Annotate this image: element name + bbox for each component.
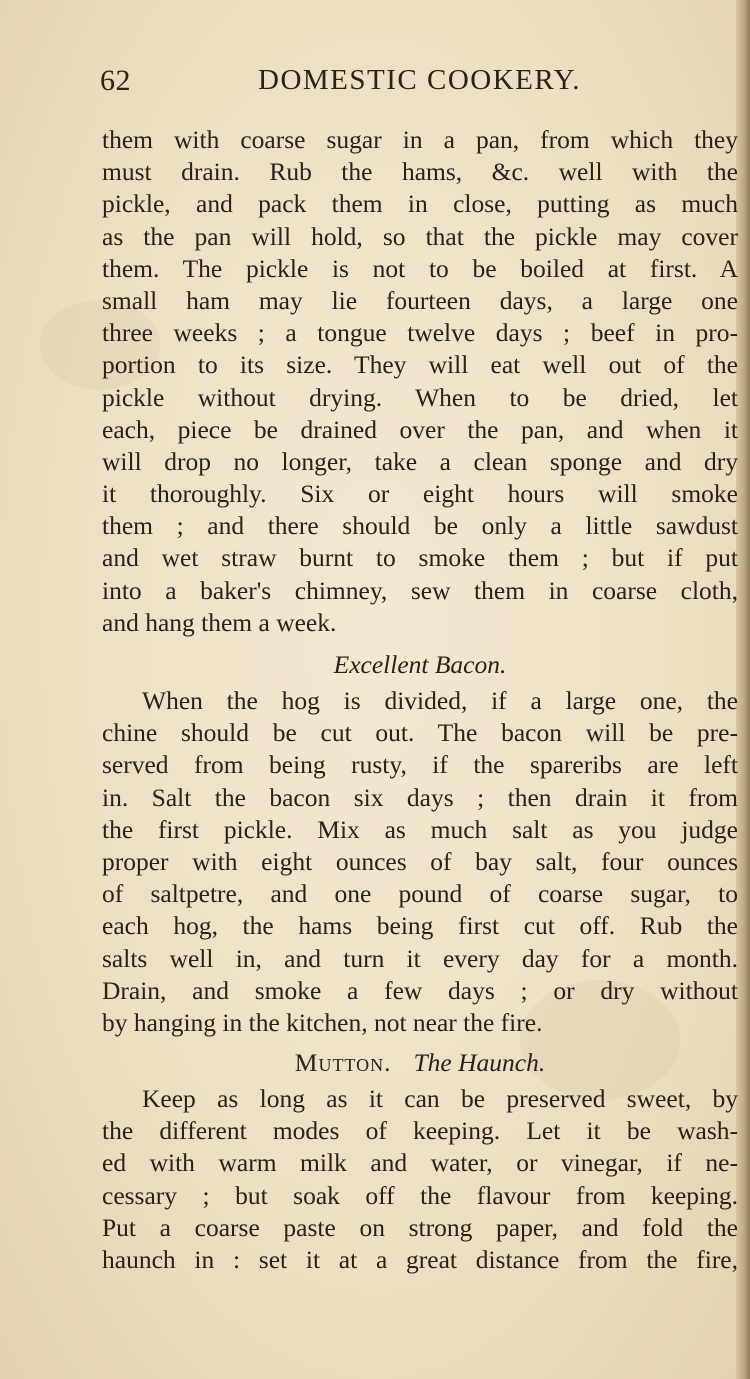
text-line: cessary ; but soak off the flavour from keeping. [102, 1180, 738, 1210]
section-heading-sub: The Haunch. [413, 1048, 546, 1078]
text-line: small ham may lie fourteen days, a large one [102, 285, 738, 315]
text-line: chine should be cut out. The bacon will be pre- [102, 718, 738, 748]
text-line: Keep as long as it can be preserved sweet, by [142, 1084, 738, 1114]
paragraph-mutton-haunch [102, 1083, 738, 1276]
text-line: salts well in, and turn it every day for a month. [102, 943, 738, 973]
text-line: by hanging in the kitchen, not near the fire. [102, 1007, 543, 1037]
text-line: When the hog is divided, if a large one, the [142, 686, 738, 715]
text-line: must drain. Rub the hams, &c. well with the [102, 157, 738, 187]
text-line: of saltpetre, and one pound of coarse sugar, to [102, 879, 738, 909]
text-line: in. Salt the bacon six days ; then drain it from [102, 782, 738, 812]
text-line: them. The pickle is not to be boiled at first. A [102, 253, 738, 283]
page-header [100, 64, 740, 104]
text-line: the first pickle. Mix as much salt as you judge [102, 814, 738, 844]
text-line: three weeks ; a tongue twelve days ; beef in pro- [102, 318, 738, 348]
text-line: haunch in : set it at a great distance from the fire, [102, 1245, 738, 1274]
text-line: Drain, and smoke a few days ; or dry without [102, 975, 738, 1005]
page-edge [736, 0, 750, 1379]
text-line: served from being rusty, if the spareribs are left [102, 750, 738, 780]
text-line: as the pan will hold, so that the pickle may cover [102, 221, 738, 251]
section-heading-bacon: Excellent Bacon. [333, 650, 507, 679]
text-line: each, piece be drained over the pan, and when it [102, 414, 738, 444]
text-line: proper with eight ounces of bay salt, four ounces [102, 846, 738, 876]
text-line: it thoroughly. Six or eight hours will smoke [102, 479, 738, 509]
section-heading-mutton [102, 1039, 738, 1083]
running-title: DOMESTIC COOKERY. [258, 64, 582, 96]
text-line: and wet straw burnt to smoke them ; but if put [102, 543, 738, 573]
text-line: will drop no longer, take a clean sponge and dry [102, 446, 738, 476]
text-line: ed with warm milk and water, or vinegar, if ne- [102, 1148, 738, 1178]
text-line: them with coarse sugar in a pan, from which they [102, 125, 738, 154]
paragraph-curing-continued [102, 124, 738, 639]
text-line: portion to its size. They will eat well out of the [102, 350, 738, 380]
text-line: into a baker's chimney, sew them in coarse cloth, [102, 575, 738, 605]
section-heading-main: Mutton. [294, 1048, 392, 1078]
text-line: and hang them a week. [102, 607, 337, 637]
text-line: them ; and there should be only a little sawdust [102, 511, 738, 541]
paragraph-bacon [102, 685, 738, 1039]
page-number: 62 [100, 64, 131, 97]
text-line: Put a coarse paste on strong paper, and fold the [102, 1212, 738, 1242]
text-line: pickle, and pack them in close, putting as much [102, 189, 738, 219]
text-line: the different modes of keeping. Let it be wash- [102, 1116, 738, 1146]
page-body [102, 124, 738, 1276]
text-line: pickle without drying. When to be dried, let [102, 382, 738, 412]
text-line: each hog, the hams being first cut off. Rub the [102, 911, 738, 941]
